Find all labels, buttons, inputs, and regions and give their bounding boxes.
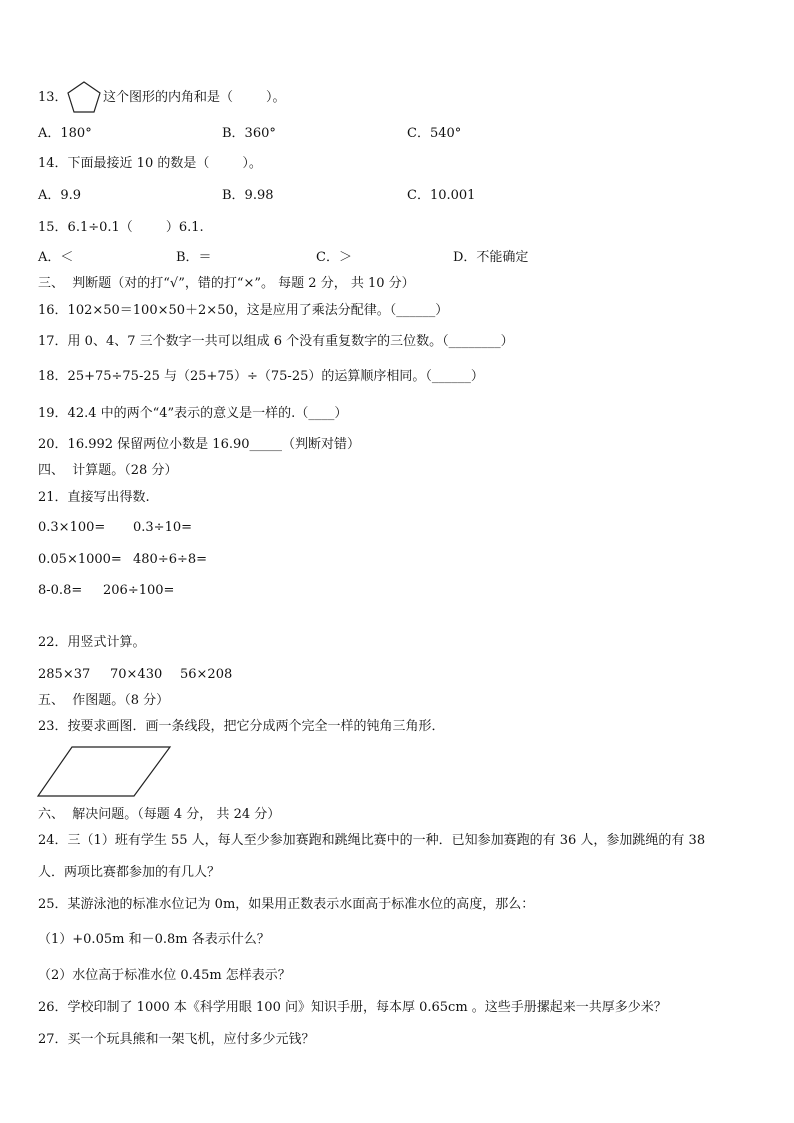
- q13-text: 这个图形的内角和是（ ）。: [103, 90, 286, 105]
- q15-option-d: D．不能确定: [453, 250, 529, 265]
- q20-text: 20．16.992 保留两位小数是 16.90_____（判断对错）: [38, 437, 361, 452]
- q14-text: 14．下面最接近 10 的数是（ ）。: [38, 156, 262, 171]
- q15-option-a: A．＜: [38, 250, 74, 265]
- q24-line2: 人．两项比赛都参加的有几人？: [38, 865, 221, 880]
- section-6-heading: 六、 解决问题。（每题 4 分， 共 24 分）: [38, 807, 281, 822]
- q26-text: 26．学校印制了 1000 本《科学用眼 100 问》知识手册，每本厚 0.65cm 。这些手册摞起来一共厚多少米？: [38, 1000, 667, 1015]
- q15-option-b: B．＝: [176, 250, 212, 265]
- q21-item: 480÷6÷8=: [133, 552, 208, 567]
- q25-line1: 25．某游泳池的标准水位记为 0m，如果用正数表示水面高于标准水位的高度，那么：: [38, 897, 535, 912]
- section-5-heading: 五、 作图题。（8 分）: [38, 693, 170, 708]
- q14-option-b: B．9.98: [222, 188, 274, 203]
- q21-item: 0.3÷10=: [133, 520, 193, 535]
- q22-item: 70×430: [110, 667, 163, 682]
- q22-item: 56×208: [180, 667, 233, 682]
- q23-text: 23．按要求画图．画一条线段，把它分成两个完全一样的钝角三角形．: [38, 719, 445, 734]
- section-4-heading: 四、 计算题。（28 分）: [38, 463, 178, 478]
- q16-text: 16．102×50＝100×50＋2×50，这是应用了乘法分配律。（______）: [38, 303, 449, 318]
- parallelogram-figure: [34, 744, 174, 800]
- section-3-heading: 三、 判断题（对的打“√”，错的打“×”。 每题 2 分， 共 10 分）: [38, 276, 415, 291]
- q15-text: 15．6.1÷0.1（ ）6.1.: [38, 220, 204, 235]
- q22-title: 22．用竖式计算。: [38, 635, 146, 650]
- q25-sub1: （1）+0.05m 和－0.8m 各表示什么？: [38, 932, 270, 947]
- q21-item: 206÷100=: [103, 583, 175, 598]
- q13-option-c: C．540°: [407, 126, 462, 141]
- q27-text: 27．买一个玩具熊和一架飞机，应付多少元钱？: [38, 1032, 315, 1047]
- q14-option-a: A．9.9: [38, 188, 82, 203]
- q21-item: 8-0.8=: [38, 583, 83, 598]
- q21-title: 21．直接写出得数.: [38, 490, 150, 505]
- q13-option-b: B．360°: [222, 126, 276, 141]
- q13-option-a: A．180°: [38, 126, 92, 141]
- q24-line1: 24．三（1）班有学生 55 人，每人至少参加赛跑和跳绳比赛中的一种．已知参加赛跑的有 36 人，参加跳绳的有 38: [38, 833, 706, 848]
- q13-number: 13．: [38, 90, 68, 105]
- q25-sub2: （2）水位高于标准水位 0.45m 怎样表示？: [38, 968, 291, 983]
- q21-item: 0.05×1000=: [38, 552, 122, 567]
- pentagon-figure: [66, 80, 102, 114]
- q17-text: 17．用 0、4、7 三个数字一共可以组成 6 个没有重复数字的三位数。（________）: [38, 334, 514, 349]
- q21-item: 0.3×100=: [38, 520, 106, 535]
- q22-item: 285×37: [38, 667, 91, 682]
- q14-option-c: C．10.001: [407, 188, 476, 203]
- q19-text: 19．42.4 中的两个“4”表示的意义是一样的.（____）: [38, 406, 348, 421]
- q15-option-c: C．＞: [316, 250, 352, 265]
- q18-text: 18．25+75÷75-25 与（25+75）÷（75-25）的运算顺序相同。（______）: [38, 369, 484, 384]
